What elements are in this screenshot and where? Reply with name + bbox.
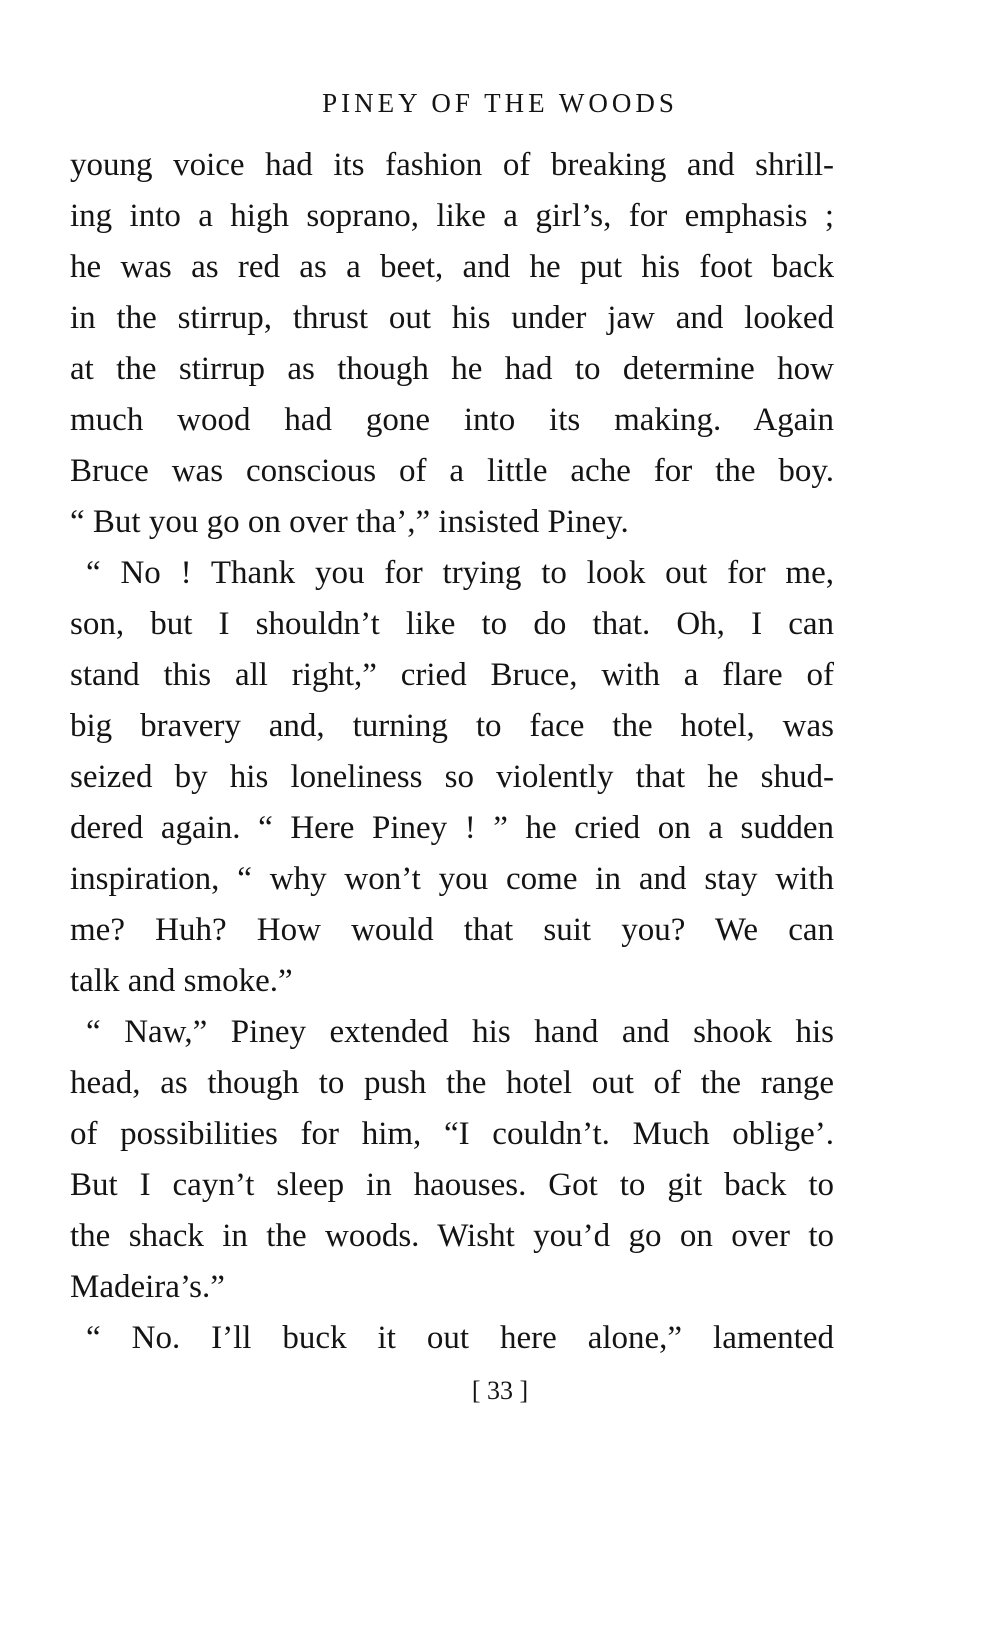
page-number: [ 33 ] — [471, 1376, 529, 1405]
text-line: in the stirrup, thrust out his under jaw and looked — [70, 300, 834, 336]
text-line: seized by his loneliness so violently that he shud- — [70, 759, 834, 795]
body-text — [70, 140, 834, 1364]
text-line: Madeira’s.” — [70, 1269, 225, 1305]
running-title: PINEY OF THE WOODS — [322, 88, 678, 118]
text-line: at the stirrup as though he had to determine how — [70, 351, 834, 387]
text-line: much wood had gone into its making. Again — [70, 402, 834, 438]
text-line: big bravery and, turning to face the hotel, was — [70, 708, 834, 744]
text-line: talk and smoke.” — [70, 963, 293, 999]
text-line: son, but I shouldn’t like to do that. Oh, I can — [70, 606, 834, 642]
text-line: “ No ! Thank you for trying to look out for me, — [86, 555, 834, 591]
text-line: head, as though to push the hotel out of the range — [70, 1065, 834, 1101]
text-line: But I cayn’t sleep in haouses. Got to git back to — [70, 1167, 834, 1203]
text-line: stand this all right,” cried Bruce, with a flare of — [70, 657, 834, 693]
text-line: Bruce was conscious of a little ache for the boy. — [70, 453, 834, 489]
text-line: me? Huh? How would that suit you? We can — [70, 912, 834, 948]
text-line: “ No. I’ll buck it out here alone,” lamented — [86, 1320, 834, 1356]
text-line: of possibilities for him, “I couldn’t. Much oblige’. — [70, 1116, 834, 1152]
text-line: he was as red as a beet, and he put his foot back — [70, 249, 834, 285]
text-line: ing into a high soprano, like a girl’s, for emphasis ; — [70, 198, 834, 234]
text-line: dered again. “ Here Piney ! ” he cried on a sudden — [70, 810, 834, 846]
text-line: the shack in the woods. Wisht you’d go on over to — [70, 1218, 834, 1254]
text-line: “ Naw,” Piney extended his hand and shook his — [86, 1014, 834, 1050]
text-line: young voice had its fashion of breaking and shrill- — [70, 147, 834, 183]
text-line: “ But you go on over tha’,” insisted Piney. — [70, 504, 629, 540]
text-line: inspiration, “ why won’t you come in and stay with — [70, 861, 834, 897]
